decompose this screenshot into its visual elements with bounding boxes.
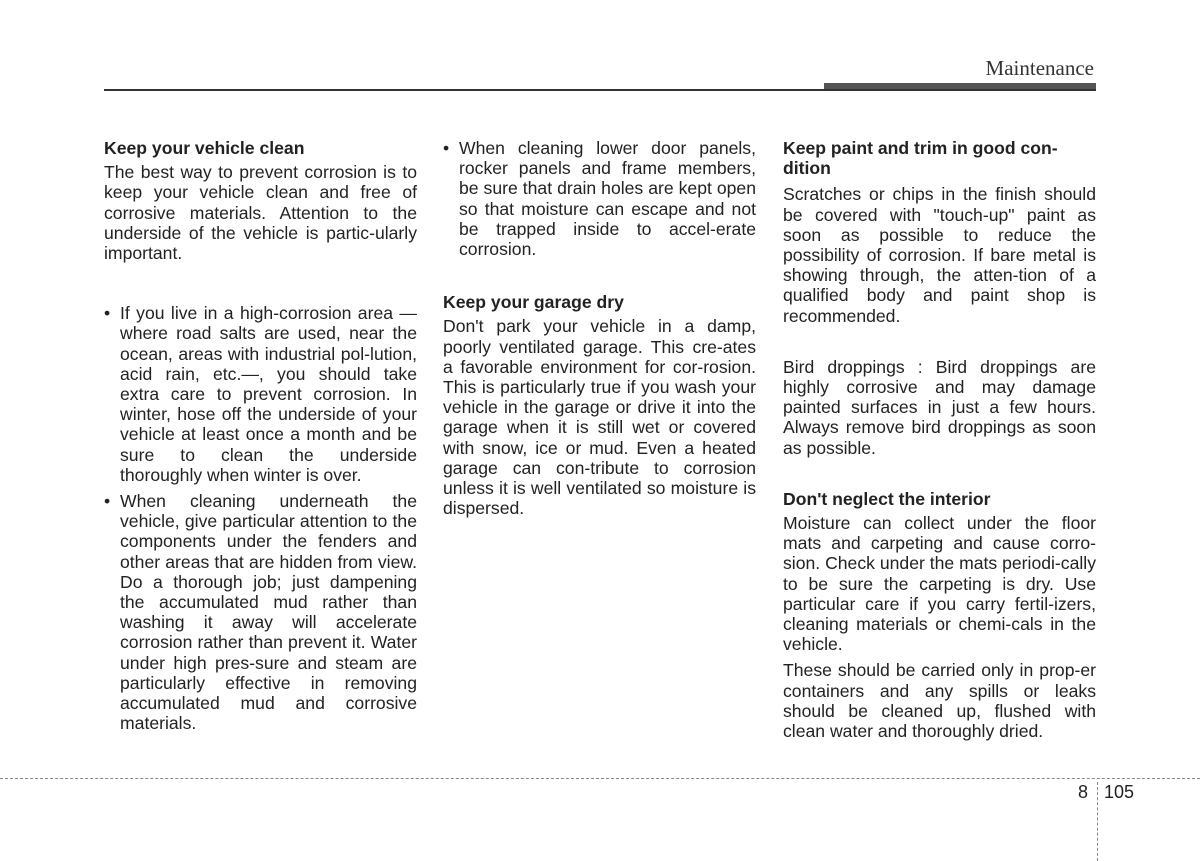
paragraph-containers: These should be carried only in prop-er containers and any spills or leaks should be cleaned up, flushed with clean water and thoroughly dried. (783, 660, 1096, 742)
column-1 (104, 138, 417, 733)
list-item: • When cleaning underneath the vehicle, give particular attention to the components under the fenders and other areas that are hidden from view. Do a thorough job; just dampening the accumulated mud rather than washing it away will accelerate corrosion rather than prevent it. Water under high pres-sure and steam are particularly effective in removing accumulated mud and corrosive materials. (104, 491, 417, 734)
bullet-icon: • (104, 303, 111, 324)
chapter-number: 8 (1078, 782, 1089, 802)
heading-keep-vehicle-clean: Keep your vehicle clean (104, 138, 305, 158)
heading-keep-paint-trim: Keep paint and trim in good con-dition (783, 138, 1058, 179)
paragraph-bird-droppings: Bird droppings : Bird droppings are highly corrosive and may damage painted surfaces in just a few hours. Always remove bird droppings as soon as possible. (783, 356, 1096, 458)
heading-keep-garage-dry: Keep your garage dry (443, 292, 624, 313)
bullet-list (443, 138, 756, 259)
paragraph-interior: Moisture can collect under the floor mats and carpeting and cause corro-sion. Check under the mats periodi-cally to be sure the carpeting is dry. Use particular care if you carry fertil-izers, cleaning materials or chemi-cals in the vehicle. (783, 513, 1096, 655)
footer-divider (1097, 782, 1098, 861)
bullet-icon: • (443, 138, 450, 158)
list-item: • When cleaning lower door panels, rocker panels and frame members, be sure that drain holes are kept open so that moisture can escape and not be trapped inside to accel-erate corrosion. (443, 138, 756, 260)
footer-rule (0, 778, 1200, 779)
page-number: 105 (1104, 782, 1135, 802)
header-rule (104, 89, 1096, 91)
column-2 (443, 138, 756, 518)
bullet-list (104, 303, 417, 733)
heading-interior: Don't neglect the interior (783, 488, 991, 509)
column-3 (783, 138, 1096, 741)
bullet-icon: • (104, 491, 111, 512)
section-title: Maintenance (985, 56, 1094, 80)
paragraph-garage: Don't park your vehicle in a damp, poorly ventilated garage. This cre-ates a favorable environment for cor-rosion. This is particularly true if you wash your vehicle in the garage or drive it into the garage when it is still wet or covered with snow, ice or mud. Even a heated garage can con-tribute to corrosion unless it is well ventilated so moisture is dispersed. (443, 316, 756, 519)
paragraph-paint: Scratches or chips in the finish should be covered with "touch-up" paint as soon as possible to reduce the possibility of corrosion. If bare metal is showing through, the atten-tion of a qualified body and paint shop is recommended. (783, 184, 1096, 326)
list-item: • If you live in a high-corrosion area — where road salts are used, near the ocean, areas with industrial pol-lution, acid rain, etc.—, you should take extra care to prevent corrosion. In winter, hose off the underside of your vehicle at least once a month and be sure to clean the underside thoroughly when winter is over. (104, 303, 417, 485)
paragraph-intro: The best way to prevent corrosion is to keep your vehicle clean and free of corrosive materials. Attention to the underside of the vehicle is partic-ularly important. (104, 162, 417, 264)
